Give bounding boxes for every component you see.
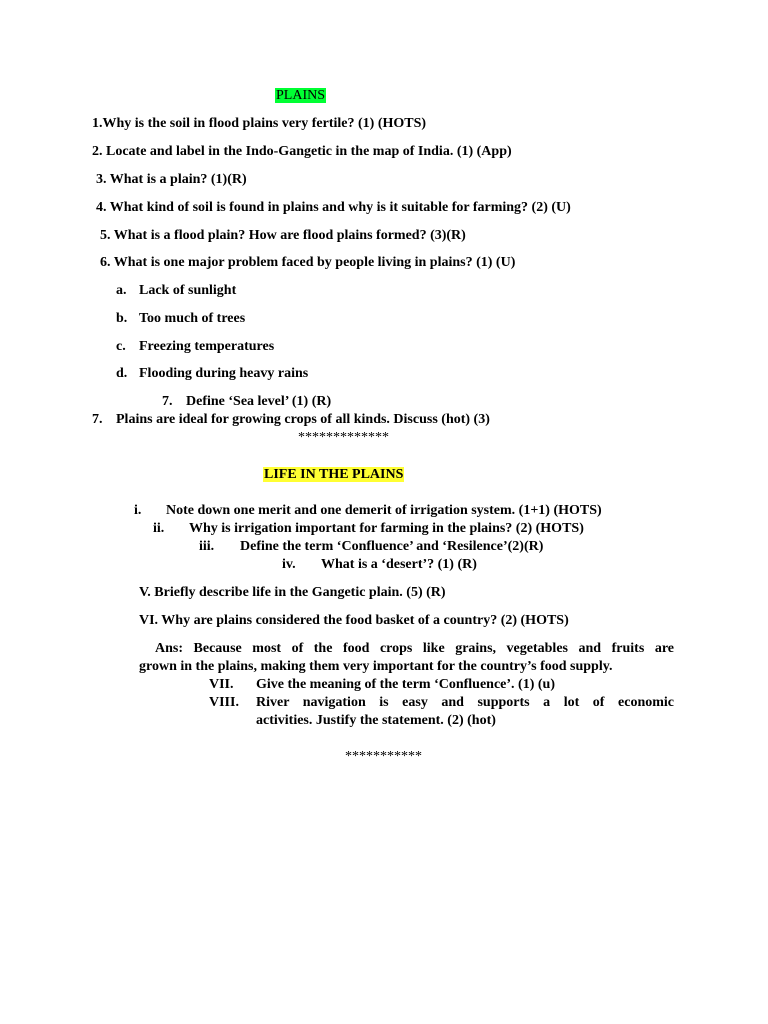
life-title-highlight: LIFE IN THE PLAINS	[264, 467, 404, 482]
option-b	[116, 310, 245, 328]
question-VIII-line-1: River navigation is easy and supports a lot of economic	[256, 695, 674, 710]
option-marker: a.	[116, 283, 127, 298]
question-7-plains-crops	[92, 411, 490, 429]
question-4: 4. What kind of soil is found in plains and why is it suitable for farming? (2) (U)	[96, 200, 571, 215]
roman-question-iii	[199, 538, 543, 556]
separator-stars-2: ***********	[345, 749, 422, 764]
question-6: 6. What is one major problem faced by people living in plains? (1) (U)	[100, 255, 516, 270]
question-1: 1.Why is the soil in flood plains very fertile? (1) (HOTS)	[92, 116, 427, 131]
question-text: Define the term ‘Confluence’ and ‘Resilence’(2)(R)	[240, 539, 544, 554]
option-d	[116, 365, 308, 383]
answer-line-1: Ans: Because most of the food crops like grains, vegetables and fruits are	[155, 641, 674, 656]
option-text: Lack of sunlight	[139, 283, 237, 298]
question-marker: i.	[134, 503, 142, 518]
option-marker: b.	[116, 311, 128, 326]
question-marker: 7.	[162, 394, 173, 409]
question-text: Define ‘Sea level’ (1) (R)	[186, 394, 332, 409]
option-marker: d.	[116, 366, 128, 381]
question-marker: iii.	[199, 539, 215, 554]
option-marker: c.	[116, 339, 126, 354]
question-2: 2. Locate and label in the Indo-Gangetic in the map of India. (1) (App)	[92, 144, 512, 159]
option-text: Too much of trees	[139, 311, 246, 326]
roman-question-iv	[282, 556, 477, 574]
option-c	[116, 338, 274, 356]
section-title-life-in-plains	[263, 466, 404, 484]
option-text: Flooding during heavy rains	[139, 366, 309, 381]
question-marker: VII.	[209, 677, 234, 692]
question-3: 3. What is a plain? (1)(R)	[96, 172, 247, 187]
question-VIII-marker: VIII.	[209, 695, 239, 710]
question-marker: ii.	[153, 521, 165, 536]
section-title-plains	[275, 87, 326, 105]
question-marker: iv.	[282, 557, 296, 572]
answer-line-2: grown in the plains, making them very important for the country’s food supply.	[139, 659, 613, 674]
question-text: Why is irrigation important for farming in the plains? (2) (HOTS)	[189, 521, 584, 536]
question-text: Plains are ideal for growing crops of all kinds. Discuss (hot) (3)	[116, 412, 490, 427]
plains-title-highlight: PLAINS	[276, 88, 326, 103]
question-VII	[209, 676, 555, 694]
roman-question-ii	[153, 520, 584, 538]
option-a	[116, 282, 236, 300]
separator-stars-1: *************	[298, 430, 389, 445]
question-V: V. Briefly describe life in the Gangetic plain. (5) (R)	[139, 585, 446, 600]
question-VI: VI. Why are plains considered the food basket of a country? (2) (HOTS)	[139, 613, 569, 628]
question-marker: 7.	[92, 412, 103, 427]
roman-question-i	[134, 502, 602, 520]
option-text: Freezing temperatures	[139, 339, 275, 354]
question-7-sea-level	[162, 393, 331, 411]
question-text: What is a ‘desert’? (1) (R)	[321, 557, 477, 572]
question-text: Give the meaning of the term ‘Confluence’. (1) (u)	[256, 677, 555, 692]
question-text: Note down one merit and one demerit of irrigation system. (1+1) (HOTS)	[166, 503, 602, 518]
question-VIII-line-2: activities. Justify the statement. (2) (hot)	[256, 713, 496, 728]
question-5: 5. What is a flood plain? How are flood plains formed? (3)(R)	[100, 228, 466, 243]
